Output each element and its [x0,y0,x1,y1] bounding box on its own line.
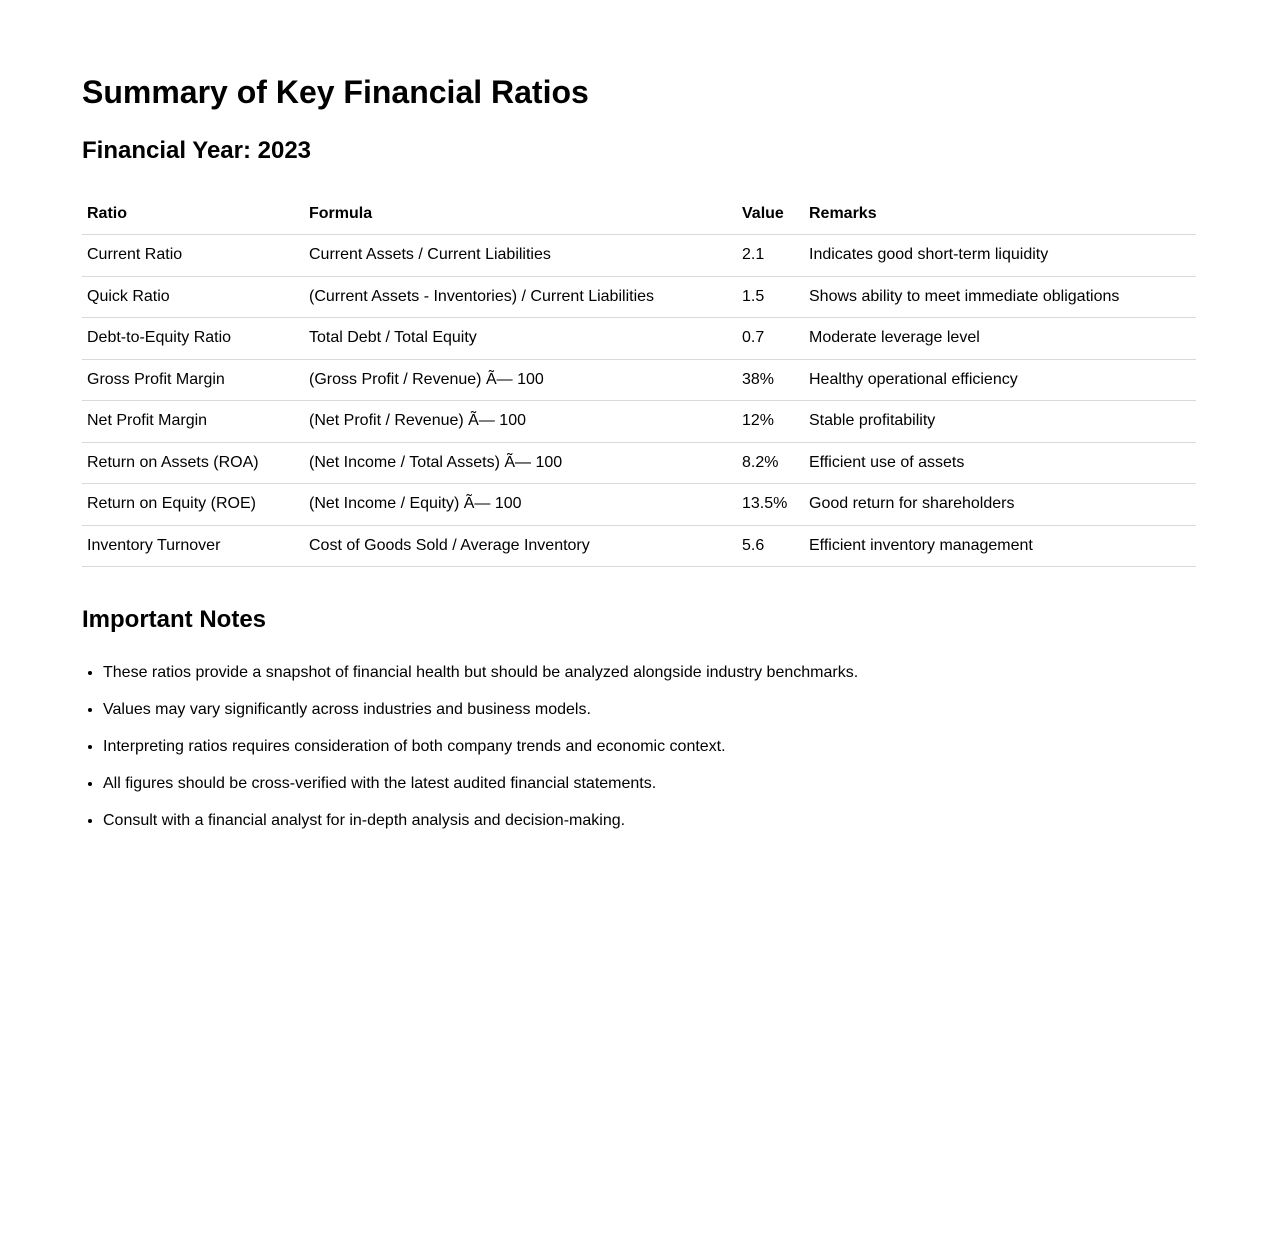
cell-ratio: Quick Ratio [82,276,304,318]
financial-year-subtitle: Financial Year: 2023 [82,137,312,164]
cell-remarks: Good return for shareholders [804,484,1196,526]
list-item: • Consult with a financial analyst for in-depth analysis and decision-making. [103,811,1196,831]
cell-value: 1.5 [737,276,804,318]
cell-ratio: Net Profit Margin [82,401,304,443]
cell-ratio: Current Ratio [82,235,304,277]
table-row [82,235,1196,277]
list-item: • These ratios provide a snapshot of financial health but should be analyzed alongside industry benchmarks. [103,663,1196,683]
cell-value: 8.2% [737,442,804,484]
cell-formula: (Current Assets - Inventories) / Current Liabilities [304,276,737,318]
cell-remarks: Efficient inventory management [804,525,1196,567]
cell-formula: (Net Profit / Revenue) Ã— 100 [304,401,737,443]
cell-formula: (Net Income / Equity) Ã— 100 [304,484,737,526]
header-ratio: Ratio [82,194,304,235]
cell-formula: Cost of Goods Sold / Average Inventory [304,525,737,567]
table-row [82,525,1196,567]
cell-ratio: Return on Equity (ROE) [82,484,304,526]
cell-ratio: Gross Profit Margin [82,359,304,401]
cell-remarks: Moderate leverage level [804,318,1196,360]
table-row [82,318,1196,360]
list-item: • Values may vary significantly across industries and business models. [103,700,1196,720]
cell-formula: (Net Income / Total Assets) Ã— 100 [304,442,737,484]
cell-remarks: Shows ability to meet immediate obligations [804,276,1196,318]
notes-list [82,663,1196,831]
cell-ratio: Inventory Turnover [82,525,304,567]
cell-ratio: Return on Assets (ROA) [82,442,304,484]
list-item: • All figures should be cross-verified with the latest audited financial statements. [103,774,1196,794]
page-title: Summary of Key Financial Ratios [82,74,589,110]
cell-value: 2.1 [737,235,804,277]
table-row [82,442,1196,484]
cell-remarks: Indicates good short-term liquidity [804,235,1196,277]
header-formula: Formula [304,194,737,235]
cell-value: 5.6 [737,525,804,567]
table-header-row [82,194,1196,235]
table-row [82,401,1196,443]
notes-heading: Important Notes [82,606,267,633]
header-value: Value [737,194,804,235]
cell-value: 13.5% [737,484,804,526]
cell-remarks: Healthy operational efficiency [804,359,1196,401]
table-row [82,484,1196,526]
cell-remarks: Stable profitability [804,401,1196,443]
header-remarks: Remarks [804,194,1196,235]
table-row [82,359,1196,401]
cell-remarks: Efficient use of assets [804,442,1196,484]
cell-value: 12% [737,401,804,443]
ratios-table [82,194,1196,567]
cell-value: 38% [737,359,804,401]
list-item: • Interpreting ratios requires consideration of both company trends and economic context. [103,737,1196,757]
cell-value: 0.7 [737,318,804,360]
table-row [82,276,1196,318]
cell-formula: Total Debt / Total Equity [304,318,737,360]
cell-formula: (Gross Profit / Revenue) Ã— 100 [304,359,737,401]
cell-ratio: Debt-to-Equity Ratio [82,318,304,360]
cell-formula: Current Assets / Current Liabilities [304,235,737,277]
